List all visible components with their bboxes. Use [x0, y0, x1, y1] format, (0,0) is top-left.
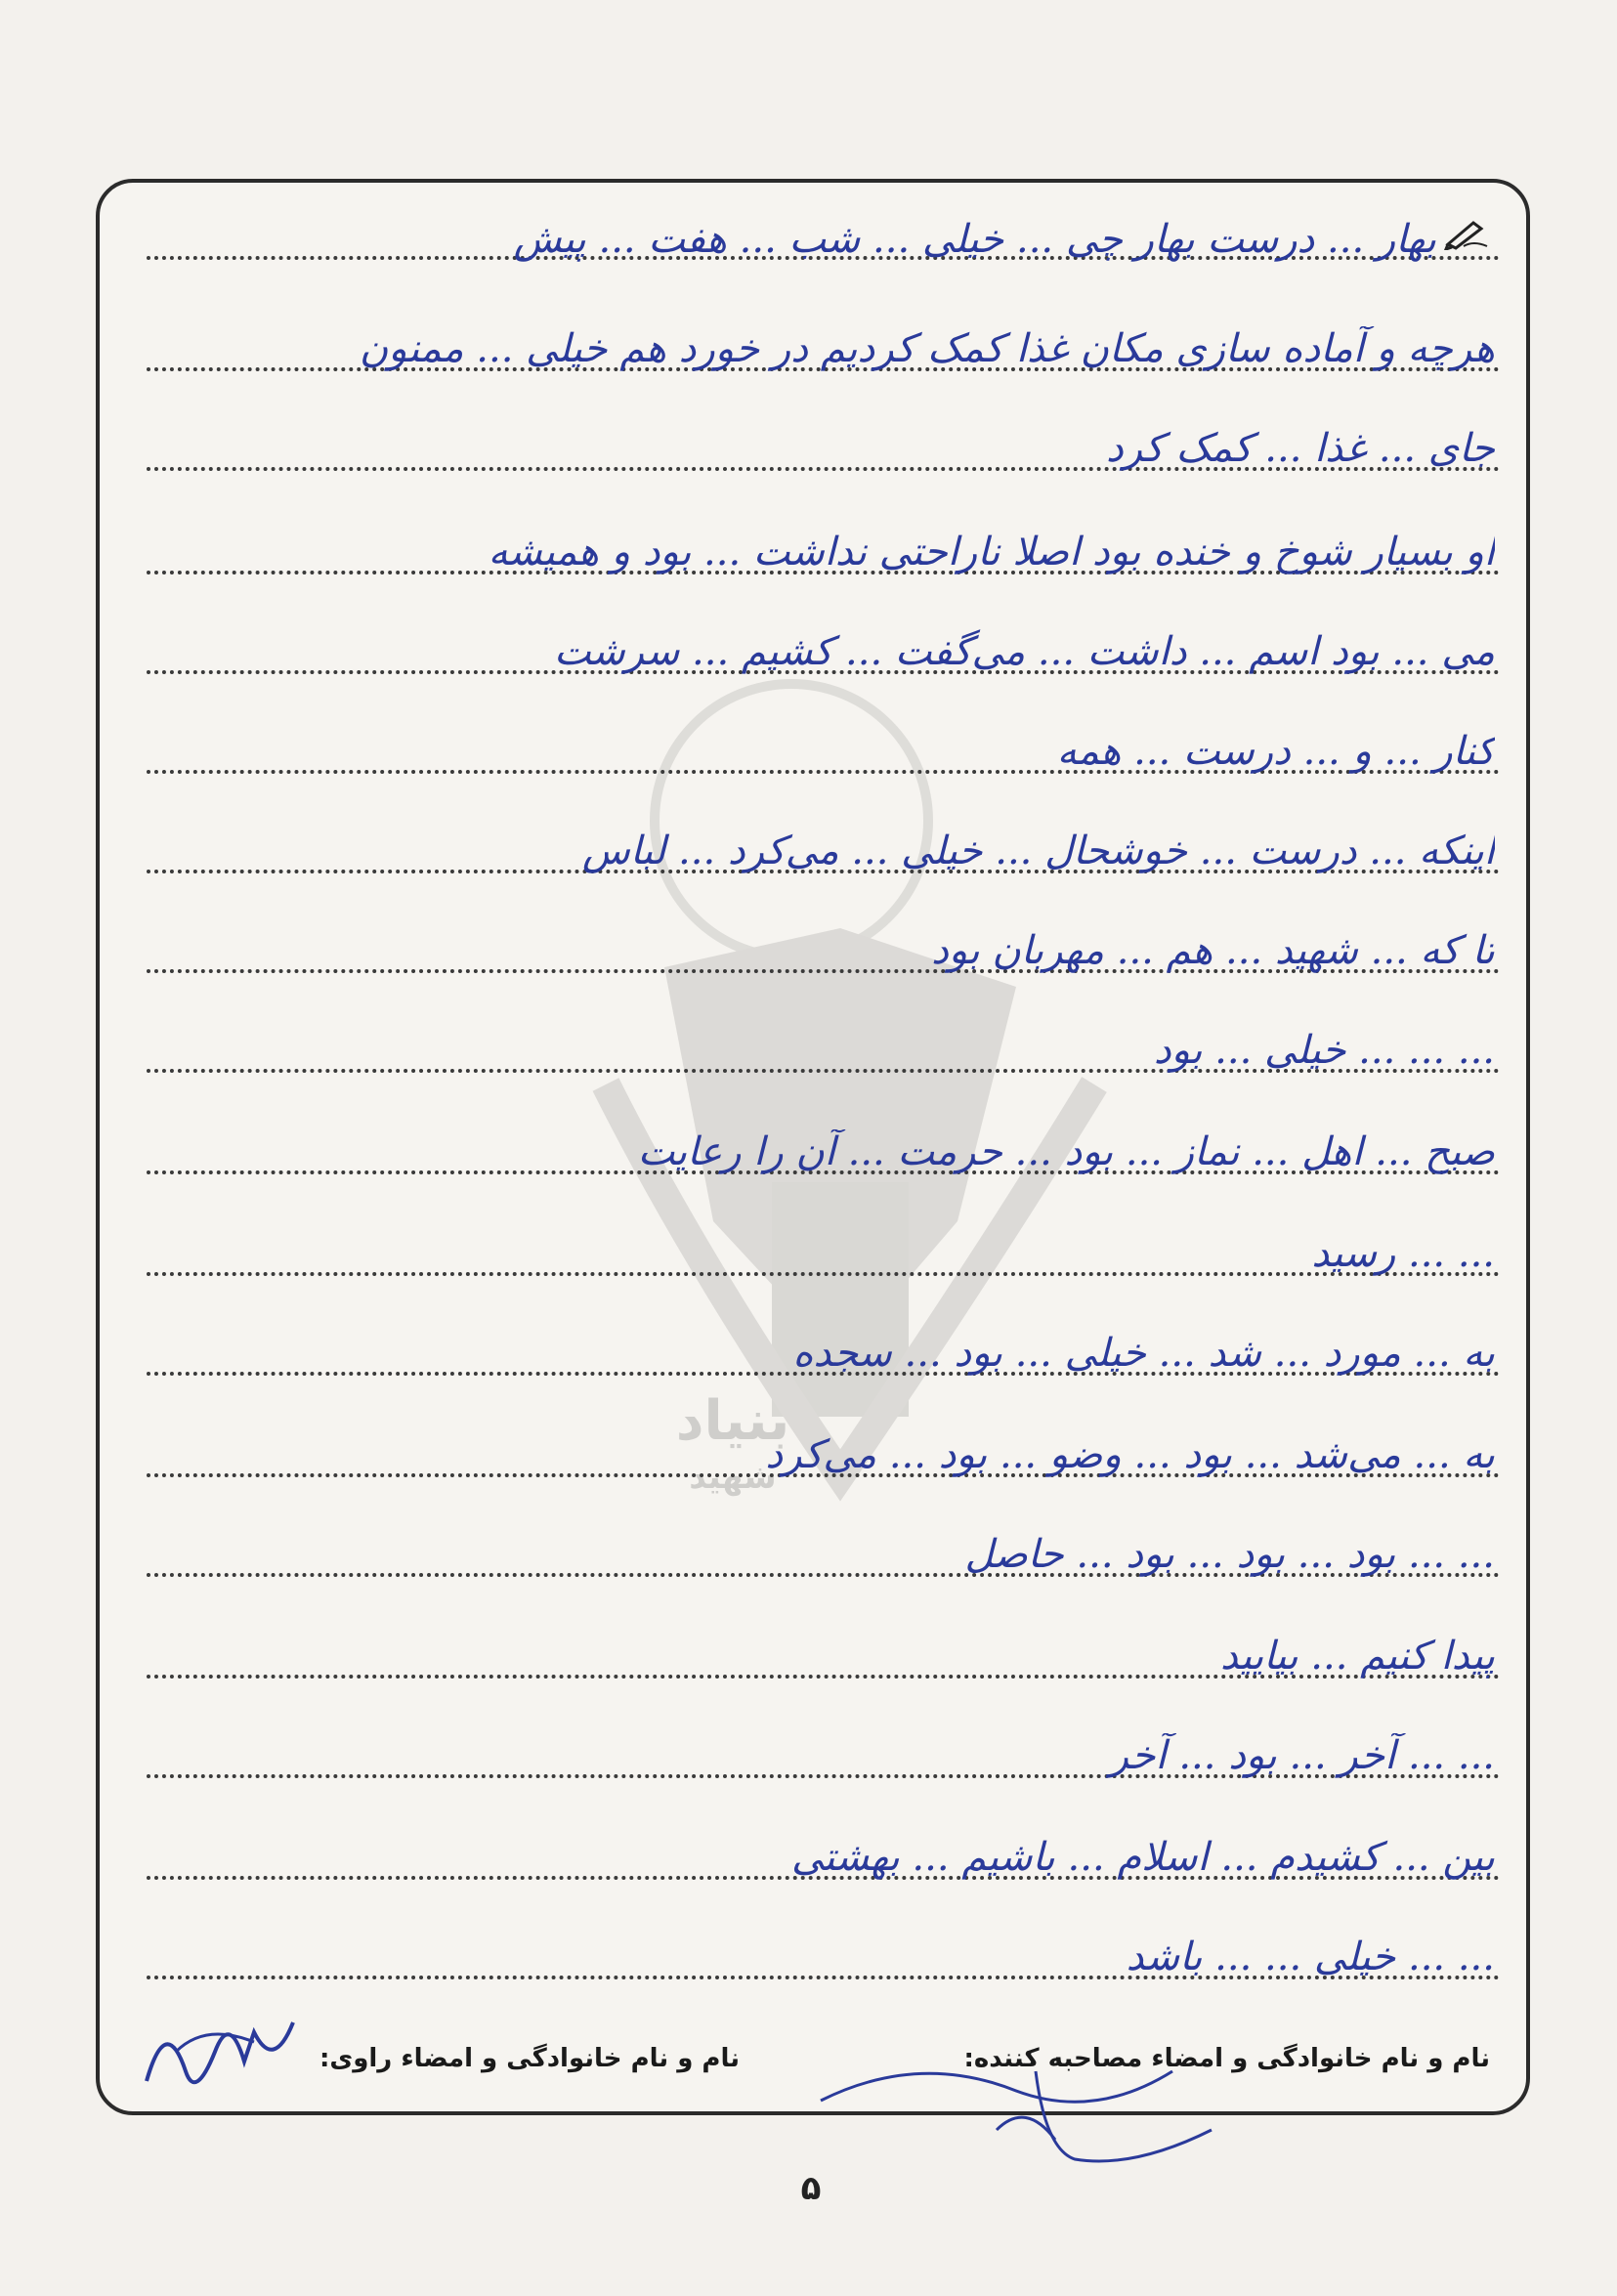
- handwritten-line: به ... مورد ... شد ... خیلی ... بود ... سجده: [792, 1331, 1495, 1376]
- handwritten-line: کنار ... و ... درست ... همه: [1056, 729, 1495, 774]
- handwritten-line: او بسیار شوخ و خنده بود اصلا ناراحتی نداشت ... بود و همیشه: [488, 530, 1495, 574]
- narrator-signature-label: نام و نام خانوادگی و امضاء راوی:: [319, 2044, 740, 2073]
- handwritten-text-body: [117, 0, 1495, 2052]
- handwritten-line: می ... بود اسم ... داشت ... می‌گفت ... کشیم ... سرشت: [553, 629, 1495, 674]
- handwritten-line: ... ... آخر ... بود ... آخر: [1109, 1733, 1495, 1778]
- interviewer-signature: [801, 2013, 1251, 2179]
- watermark-subtitle: شهید: [689, 1458, 777, 1497]
- handwritten-line: هرچه و آماده سازی مکان غذا کمک کردیم در خورد هم خیلی ... ممنون: [359, 326, 1495, 371]
- handwritten-line: به ... می‌شد ... بود ... وضو ... بود ... می‌کرد: [765, 1432, 1495, 1477]
- interviewer-signature-label: نام و نام خانوادگی و امضاء مصاحبه کننده:: [963, 2044, 1490, 2073]
- handwritten-line: ... ... رسید: [1311, 1231, 1495, 1276]
- handwritten-line: بین ... کشیدم ... اسلام ... باشیم ... بهشتی: [791, 1835, 1495, 1880]
- handwritten-line: صبح ... اهل ... نماز ... بود ... حرمت ... آن را رعایت: [637, 1129, 1495, 1174]
- handwritten-line: تا که ... شهید ... هم ... مهربان بود: [931, 928, 1495, 973]
- handwritten-line: ... ... ... خیلی ... بود: [1153, 1028, 1495, 1073]
- watermark-title: بنیاد: [675, 1389, 790, 1453]
- handwritten-line: جای ... غذا ... کمک کرد: [1105, 426, 1495, 471]
- page-number: ۵: [800, 2169, 822, 2208]
- handwritten-line: ... ... خیلی ... ... باشد: [1126, 1935, 1495, 1979]
- handwritten-line: اینکه ... درست ... خوشحال ... خیلی ... می‌کرد ... لباس: [582, 829, 1495, 873]
- handwritten-line: پیدا کنیم ... بیایید: [1220, 1634, 1495, 1679]
- narrator-signature: [137, 1993, 303, 2110]
- handwritten-line: ... ... بود ... بود ... بود ... حاصل: [964, 1532, 1495, 1577]
- handwritten-line: بهار ... درست بهار چی ... خیلی ... شب ... هفت ... پیش: [513, 217, 1436, 262]
